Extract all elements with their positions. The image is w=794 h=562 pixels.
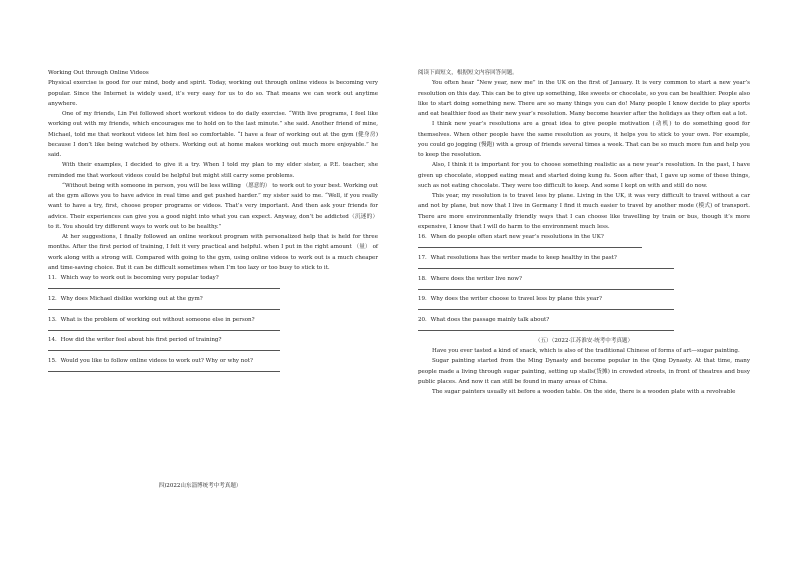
left-column [48, 68, 378, 377]
passage-paragraph: Have you ever tasted a kind of snack, which is also of the traditional Chinese of forms of art—sugar painting. [432, 348, 740, 354]
right-column [418, 68, 750, 397]
question-13: 13．What is the problem of working out without someone else in person? [48, 316, 255, 323]
answer-line-11[interactable] [48, 283, 280, 289]
question-11: 11．Which way to work out is becoming very popular today? [48, 275, 219, 281]
answer-line-19[interactable] [418, 305, 674, 311]
reading-instruction: 阅读下面短文，根据短文内容回答问题。 [418, 70, 518, 76]
passage-paragraph: I think new year’s resolutions are a great idea to give people motivation (动机) to do something good for themselves. When other people have the same resolution as yours, it helps you to stick to your own. For example, you could go jogging (慢跑) with a group of friends several times a week. That can be so much more fun and help you to keep the resolution. [418, 121, 750, 158]
passage-paragraph: Physical exercise is good for our mind, body and spirit. Today, working out through online videos is becoming very popular. Since the Internet is widely used, it’s very easy for us to do so. That means we can work out anytime anywhere. [48, 80, 378, 107]
section-5-title: （五）（2022·江苏淮安·统考中考真题） [534, 337, 634, 344]
section-4-source: 四)2022山东淄博统考中考真题） [158, 483, 242, 489]
answer-line-16[interactable] [418, 242, 642, 248]
answer-line-14[interactable] [48, 346, 280, 352]
question-20: 20．What does the passage mainly talk about? [418, 317, 550, 323]
answer-line-15[interactable] [48, 366, 280, 372]
answer-line-13[interactable] [48, 325, 280, 331]
passage-paragraph: This year, my resolution is to travel less by plane. Living in the UK, it was very difficult to travel without a car and not by plane, but now that I live in Germany I find it much easier to travel by another mode (模式) of transport. There are more environmentally friendly ways that I can choose like travelling by train or bus, though it’s more expensive, I know that I will do harm to the environment much less. [418, 193, 750, 230]
question-16: 16．When do people often start new year’s resolutions in the UK? [418, 234, 604, 240]
passage-paragraph: With their examples, I decided to give it a try. When I told my plan to my elder sister, a P.E. teacher, she reminded me that workout videos could be helpful but might still carry some problems. [48, 162, 378, 179]
question-17: 17．What resolutions has the writer made to keep healthy in the past? [418, 254, 617, 261]
passage-paragraph: Sugar painting started from the Ming Dynasty and become popular in the Qing Dynasty. At that time, many people made a living through sugar painting, setting up stalls(货摊) in crowded streets, in front of theatres and busy public places. And now it can still be found in many areas of China. [418, 358, 750, 385]
answer-line-17[interactable] [418, 263, 674, 269]
passage-title: Working Out through Online Videos [48, 70, 149, 76]
answer-line-12[interactable] [48, 304, 280, 310]
passage-paragraph: “Without being with someone in person, you will be less willing （愿意的） to work out to your best. Working out at the gym allows you to have advice in real time and get pushed harder.” my sister said to me. “Well, if you really want to have a try, first, choose proper programs or videos. That’s very important. And then ask your friends for advice. Their experiences can give you a good night into what you can expect. Anyway, don’t be addicted（沉迷的） to it. You should try different ways to work out to be healthy.” [48, 182, 379, 230]
passage-paragraph: You often hear “New year, new me” in the UK on the first of January. It is very common to start a new year’s resolution on this day. This can be to give up something, like sweets or chocolate, so you can be healthier. People also like to start doing something new. There are so many things you can do! Many people I know decide to play sports and eat healthier food as their new year’s resolution. Many become heavier after the holidays as they often eat a lot. [418, 80, 750, 117]
question-19: 19．Why does the writer choose to travel less by plane this year? [418, 296, 602, 303]
answer-line-20[interactable] [418, 325, 674, 331]
question-18: 18．Where does the writer live now? [418, 275, 522, 282]
passage-paragraph: Also, I think it is important for you to choose something realistic as a new year’s resolution. In the past, I have given up chocolate, stopped eating meat and started doing kung fu. Soon after that, I gave up some of these things, such as not eating chocolate. They were too difficult to keep. And some I kept on with and still do now. [418, 162, 750, 189]
passage-paragraph: One of my friends, Lin Fei followed short workout videos to do daily exercise. “With live programs, I feel like working out with my friends, which encourages me to hold on to the last minute.” she said. Another friend of mine, Michael, told me that workout videos let him feel so comfortable. “I have a fear of working out at the gym (健身房) because I don’t like being watched by others. Working out at home makes working out much more enjoyable.” he said. [48, 111, 378, 158]
passage-paragraph: At her suggestions, I finally followed an online workout program with personalized help that is held for three months. After the first period of training, I felt it very practical and helpful. when I put in the right amount （量） of work along with a strong will. Compared with going to the gym, using online videos to work out is a much cheaper and time-saving choice. But it can be difficult sometimes when I’m too lazy or too busy to stick to it. [48, 234, 378, 271]
answer-line-18[interactable] [418, 284, 674, 290]
question-15: 15．Would you like to follow online videos to work out? Why or why not? [48, 358, 253, 364]
question-12: 12．Why does Michael dislike working out at the gym? [48, 295, 203, 302]
passage-paragraph: The sugar painters usually sit before a wooden table. On the side, there is a wooden plate with a revolvable [432, 389, 736, 395]
question-14: 14．How did the writer feel about his first period of training? [48, 337, 222, 344]
